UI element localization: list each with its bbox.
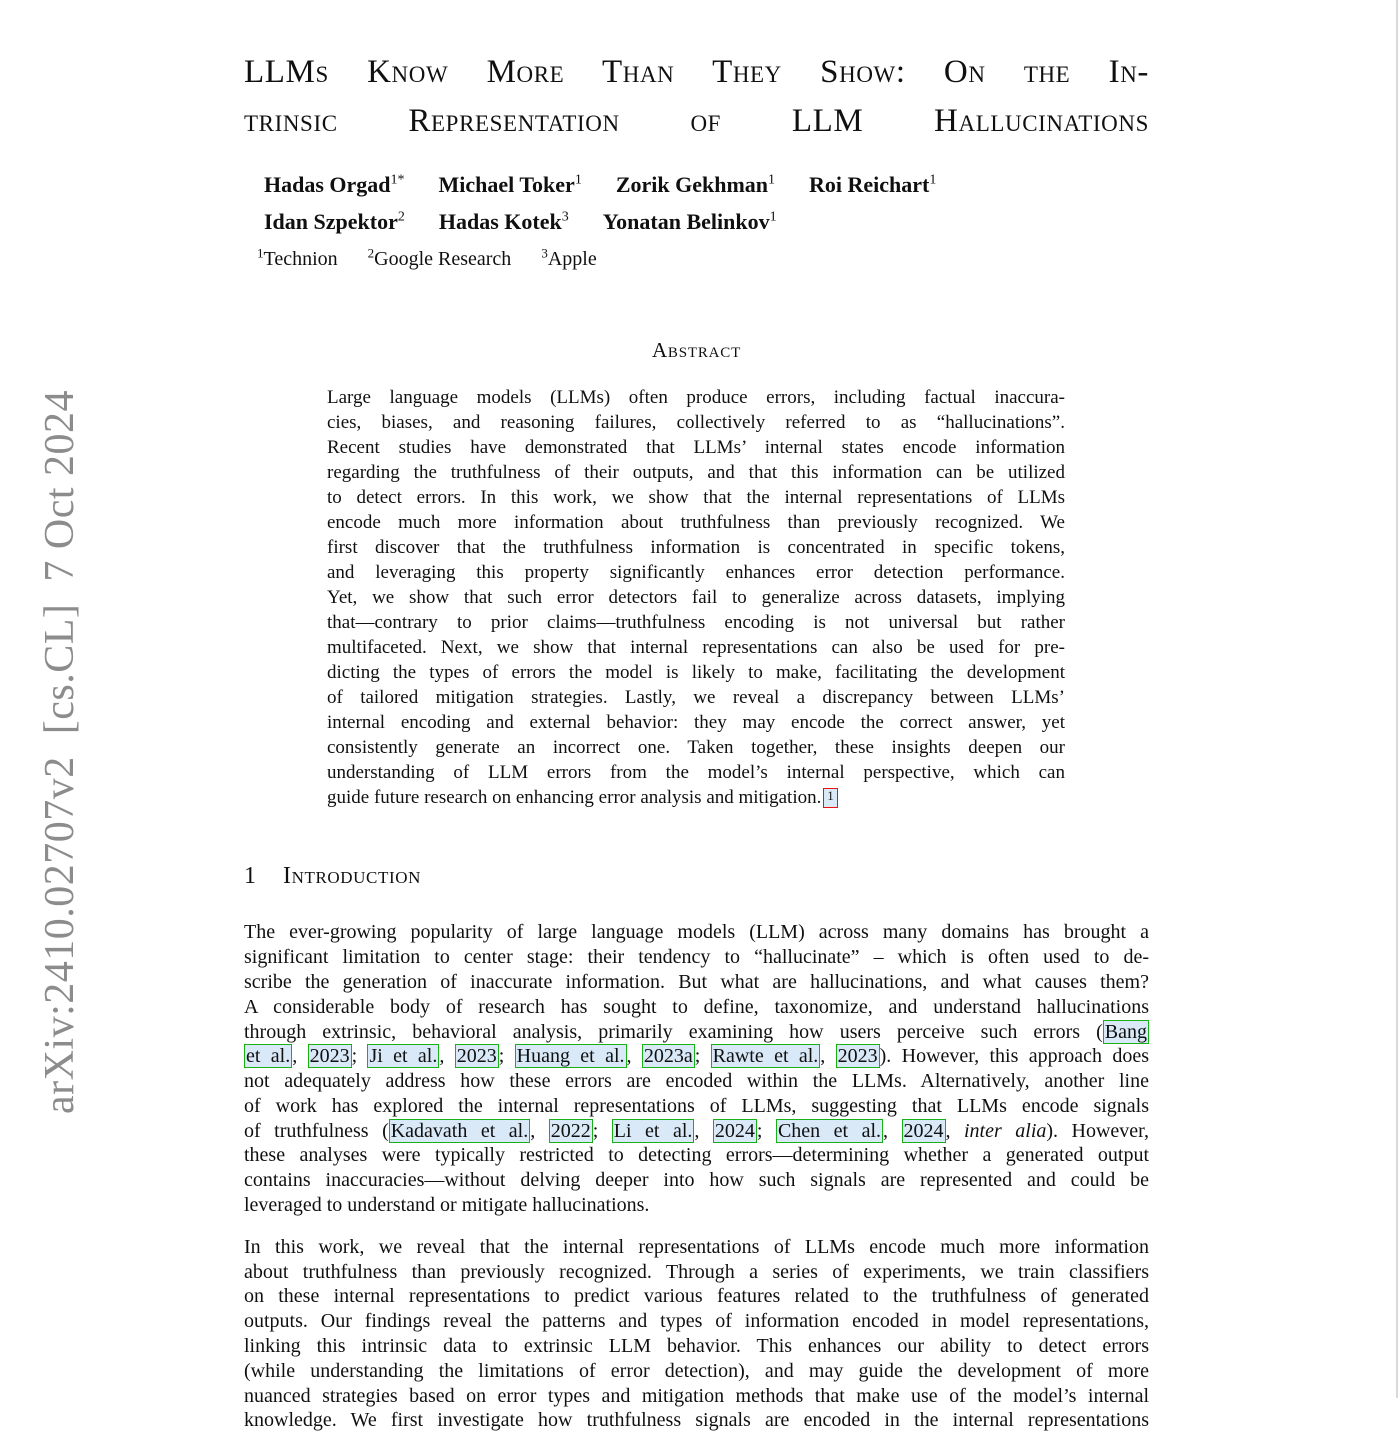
abstract-line: encode much more information about truthfulness than previously recognized. We	[327, 512, 1065, 534]
text-line: knowledge. We first investigate how truthfulness signals are encoded in the internal representations	[244, 1409, 1149, 1432]
italic-text: inter alia	[964, 1119, 1047, 1142]
abstract-line: first discover that the truthfulness information is concentrated in specific tokens,	[327, 537, 1065, 559]
citation-link[interactable]: et al.	[246, 1045, 291, 1068]
text-line: of work has explored the internal representations of LLMs, suggesting that LLMs encode signals	[244, 1094, 1149, 1117]
abstract-line: Yet, we show that such error detectors fail to generalize across datasets, implying	[327, 587, 1065, 609]
introduction-body	[244, 920, 1150, 1432]
title-line-2: trinsic Representation of LLM Hallucinations	[244, 103, 1149, 139]
author-name: Yonatan Belinkov$^1$	[602, 208, 777, 234]
abstract-line: regarding the truthfulness of their outputs, and that this information can be utilized	[327, 462, 1065, 484]
citation-link[interactable]: 2023	[837, 1045, 878, 1068]
text-line: A considerable body of research has sought to define, taxonomize, and understand hallucinations	[244, 995, 1149, 1018]
text-line: In this work, we reveal that the internal representations of LLMs encode much more information	[244, 1235, 1149, 1258]
text-line: these analyses were typically restricted to detecting errors—determining whether a generated output	[244, 1144, 1149, 1167]
abstract-line: cies, biases, and reasoning failures, collectively referred to as “hallucinations”.	[327, 412, 1065, 434]
text-line: about truthfulness than previously recognized. Through a series of experiments, we train classifiers	[244, 1260, 1149, 1283]
affiliation: $^2$Google Research	[367, 245, 512, 271]
text-line: linking this intrinsic data to extrinsic LLM behavior. This enhances our ability to detect errors	[244, 1335, 1149, 1358]
citation-link[interactable]: Huang et al.	[516, 1045, 625, 1068]
text-line: outputs. Our findings reveal the patterns and types of information encoded in model representations,	[244, 1310, 1149, 1333]
author-affiliation-sup: 1*	[390, 173, 405, 188]
abstract-line: multifaceted. Next, we show that internal representations can also be used for pre-	[327, 637, 1065, 659]
abstract-line: and leveraging this property significantly enhances error detection performance.	[327, 562, 1065, 584]
text-line: The ever-growing popularity of large language models (LLM) across many domains has brought a	[244, 921, 1149, 944]
citation-link[interactable]: Rawte et al.	[712, 1045, 819, 1068]
text-line: through extrinsic, behavioral analysis, primarily examining how users perceive such errors ( Bang	[244, 1020, 1147, 1043]
footnote-link[interactable]: 1	[823, 788, 837, 808]
author-row-2	[244, 203, 1149, 235]
citation-link[interactable]: Ji et al.	[369, 1045, 438, 1068]
text-line: significant limitation to center stage: their tendency to “hallucinate” – which is often used to de-	[244, 946, 1149, 969]
text-line: not adequately address how these errors are encoded within the LLMs. Alternatively, another line	[244, 1070, 1149, 1093]
citation-link[interactable]: Bang	[1104, 1020, 1147, 1043]
section-number: 1	[244, 863, 256, 890]
author-name: Roi Reichart$^1$	[809, 172, 937, 198]
section-heading	[244, 860, 1149, 892]
affiliation-sup: 1	[257, 245, 264, 261]
citation-link[interactable]: 2024	[903, 1119, 944, 1142]
section-title: Introduction	[283, 863, 421, 890]
author-affiliation-sup: 1	[929, 173, 937, 188]
author-affiliation-sup: 1	[768, 173, 776, 188]
affiliation-sup: 2	[367, 245, 375, 261]
citation-link[interactable]: Li et al.	[613, 1119, 693, 1142]
abstract-line: internal encoding and external behavior: they may encode the correct answer, yet	[327, 712, 1065, 734]
citation-link[interactable]: 2023a	[643, 1045, 693, 1068]
text-line: on these internal representations to predict various features related to the truthfulness of generated	[244, 1285, 1149, 1308]
citation-link[interactable]: 2023	[309, 1045, 350, 1068]
author-row-1	[244, 167, 1149, 199]
clipped-bottom-line	[244, 1408, 1149, 1432]
abstract-line: guide future research on enhancing error analysis and mitigation. 1	[327, 785, 1065, 810]
paragraph	[244, 920, 1149, 1218]
title-line-1: LLMs Know More Than They Show: On the In-	[244, 54, 1149, 90]
text-line: nuanced strategies based on error types and mitigation methods that make use of the model’s internal	[244, 1384, 1149, 1407]
abstract-line: of tailored mitigation strategies. Lastly, we reveal a discrepancy between LLMs’	[327, 687, 1065, 709]
author-affiliation-sup: 3	[561, 209, 569, 225]
author-name: Hadas Orgad$^{1*}$	[264, 172, 405, 198]
affiliation: $^3$Apple	[541, 245, 597, 271]
affiliation: $^1$Technion	[257, 245, 338, 271]
arxiv-watermark: arXiv:2410.02707v2 [cs.CL] 7 Oct 2024	[37, 389, 83, 1115]
paper-content	[244, 0, 1150, 1432]
citation-link[interactable]: 2024	[714, 1119, 755, 1142]
author-name: Zorik Gekhman$^1$	[615, 172, 776, 198]
abstract-line: Large language models (LLMs) often produce errors, including factual inaccura-	[327, 387, 1065, 409]
citation-link[interactable]: 2022	[550, 1119, 591, 1142]
abstract-line: to detect errors. In this work, we show that the internal representations of LLMs	[327, 487, 1065, 509]
text-line: scribe the generation of inaccurate information. But what are hallucinations, and what causes them?	[244, 970, 1149, 993]
author-name: Idan Szpektor$^2$	[264, 208, 405, 234]
author-affiliation-sup: 1	[769, 209, 777, 225]
affiliations-row	[244, 241, 1149, 273]
abstract-line: understanding of LLM errors from the model’s internal perspective, which can	[327, 762, 1065, 784]
citation-link[interactable]: 2023	[456, 1045, 497, 1068]
paragraph	[244, 1235, 1149, 1432]
author-affiliation-sup: 1	[574, 173, 582, 188]
citation-link[interactable]: Kadavath et al.	[390, 1119, 529, 1142]
text-line: of truthfulness ( Kadavath et al. , 2022 ; Li et al. , 2024 ; Chen et al. , 2024 , inter alia). However,	[244, 1119, 1150, 1142]
text-line: et al. , 2023 ; Ji et al. , 2023 ; Huang et al. , 2023a ; Rawte et al. , 2023 ). However, this approach does	[246, 1045, 1150, 1068]
author-name: Hadas Kotek$^3$	[438, 208, 569, 234]
paper-title	[244, 48, 1149, 146]
abstract-line: consistently generate an incorrect one. Taken together, these insights deepen our	[327, 737, 1065, 759]
abstract-line: Recent studies have demonstrated that LLMs’ internal states encode information	[327, 437, 1065, 459]
citation-link[interactable]: Chen et al.	[777, 1119, 881, 1142]
abstract-heading: Abstract	[651, 338, 742, 363]
author-affiliation-sup: 2	[397, 209, 405, 225]
text-line: leveraged to understand or mitigate hallucinations.	[244, 1194, 650, 1217]
text-line: (while understanding the limitations of error detection), and may guide the development of more	[244, 1359, 1149, 1382]
affiliation-sup: 3	[541, 245, 548, 261]
abstract-line: dicting the types of errors the model is likely to make, facilitating the development	[327, 662, 1065, 684]
author-name: Michael Toker$^1$	[438, 172, 582, 198]
text-line: contains inaccuracies—without delving deeper into how such signals are represented and could be	[244, 1169, 1149, 1192]
abstract-line: that—contrary to prior claims—truthfulness encoding is not universal but rather	[327, 612, 1065, 634]
abstract-body	[327, 385, 1065, 810]
